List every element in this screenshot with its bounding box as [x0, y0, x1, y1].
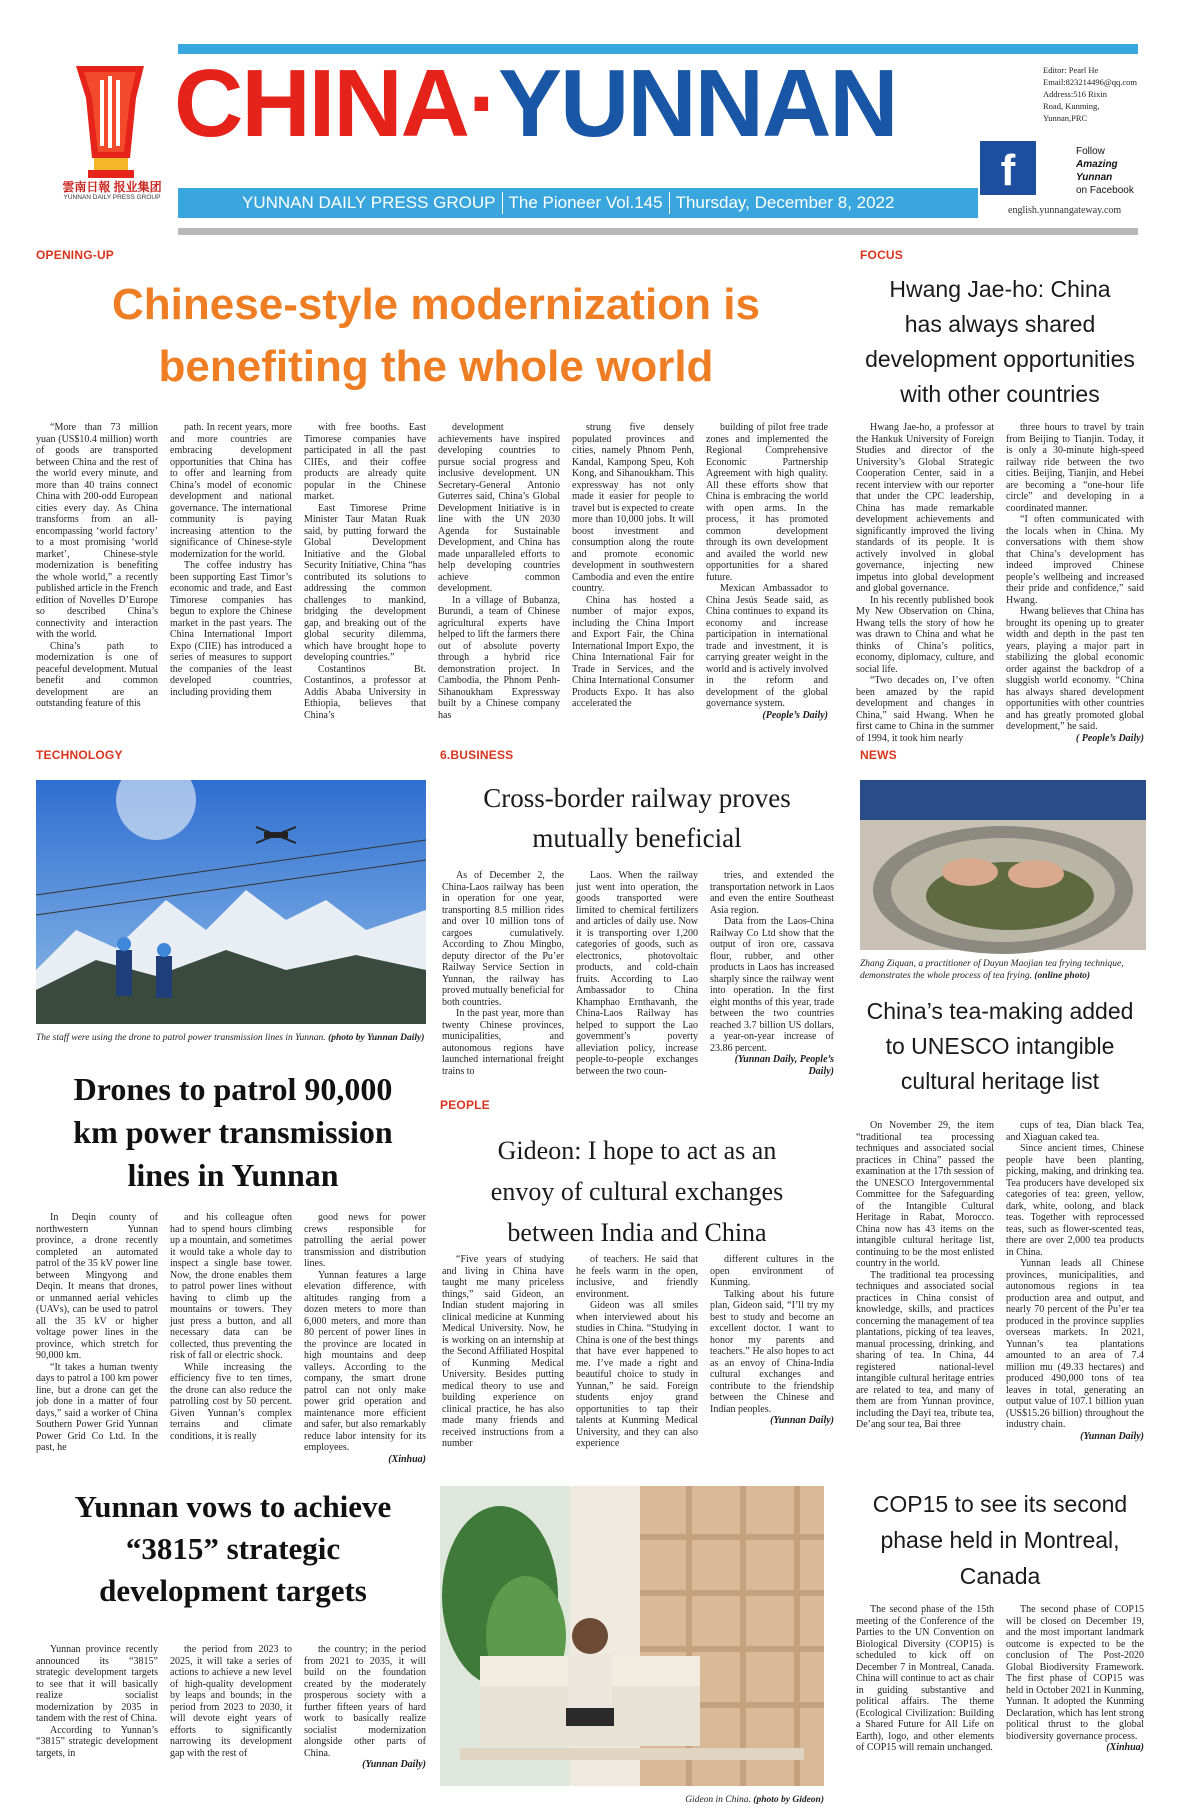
gideon-caption-credit: (photo by Gideon) — [753, 1795, 824, 1805]
issue-date: Thursday, December 8, 2022 — [675, 193, 895, 212]
lead-column-3 — [304, 422, 426, 732]
focus-headline — [852, 272, 1148, 412]
cop15-headline-line-3: Canada — [959, 1563, 1041, 1589]
drones-column-1 — [36, 1212, 158, 1472]
section-label-people: PEOPLE — [440, 1098, 490, 1112]
editor-name: Editor: Pearl He — [1043, 65, 1099, 75]
gideon-paragraph: Talking about his future plan, Gideon said, “I’ll try my best to study and become an excellent doctor. I want to honor my parents and teachers.” He also hopes to act as an envoy of China-India cultural exchanges and contribute to the friendship between the Chinese and Indian peoples. — [710, 1288, 834, 1415]
lead-column-6 — [706, 422, 828, 732]
tea-column-2 — [1006, 1120, 1144, 1472]
tea-caption-text: Zhang Ziquan, a practitioner of Duyun Maojian tea frying technique, demonstrates the whole process of tea frying. — [860, 959, 1124, 981]
gideon-column-1 — [442, 1254, 564, 1464]
lead-headline-line-1: Chinese-style modernization is — [112, 280, 760, 329]
railway-column-3 — [710, 870, 834, 1080]
editor-address-1: Address:516 Rixin — [1043, 89, 1107, 99]
vows-paragraph: Yunnan province recently announced its “3815” strategic development targets to see that it will basically realize socialist modernization by 2035 in tandem with the rest of China. — [36, 1644, 158, 1724]
focus-paragraph: “Two decades on, I’ve often been amazed by the rapid development and changes in China,” said Hwang. When he first came to China in the summer of 1994, it took him nearly — [856, 675, 994, 744]
drones-paragraph: In Deqin county of northwestern Yunnan province, a drone recently completed an automated patrol of the 35 kV power line between Mingyong and Deqin. It means that drones, or unmanned aerial vehicles (UAVs), can be used to patrol all the 35 kV or higher voltage power lines in the province, which stretch for 90,000 km. — [36, 1212, 158, 1361]
follow-amazing: Amazing — [1076, 159, 1118, 170]
lead-paragraph: East Timorese Prime Minister Taur Matan Ruak said, by putting forward the Global Development Initiative and the Global Security Initiative, China “has contributed its solutions to addressing the common challenges to mankind, bridging the development gap, and breaking out of the global security dilemma, which have brought hope to developing countries.” — [304, 502, 426, 663]
focus-paragraph: Hwang Jae-ho, a professor at the Hankuk University of Foreign Studies and director of the University’s Global Strategic Cooperation Center, said in a recent interview with our reporter that under the CPC leadership, China has made remarkable development achievements and significantly improved the living standards of its people. It is actively involved in global governance, injecting new impetus into global development and global governance. — [856, 422, 994, 594]
vows-paragraph: the period from 2023 to 2025, it will take a series of actions to achieve a new level of high-quality development by leaps and bounds; in the period from 2023 to 2030, it will devote eight years of efforts to significantly narrowing its development gap with the rest of — [170, 1644, 292, 1759]
railway-paragraph: Data from the Laos-China Railway Co Ltd show that the output of iron ore, cassava flour, rubber, and other products in Laos has increased sharply since the railway went into operation. In the first eight months of this year, trade between the two countries reached 3.7 billion US dollars, a year-on-year increase of 23.86 percent. — [710, 916, 835, 1054]
lead-paragraph: with free booths. East Timorese companies have participated in all the past CIIEs, and their coffee products are already quite popular in the Chinese market. — [304, 422, 426, 502]
railway-paragraph: tries, and extended the transportation network in Laos and even the entire Southeast Asia region. — [710, 870, 834, 916]
drones-headline-line-3: lines in Yunnan — [127, 1157, 339, 1193]
drones-headline — [36, 1068, 430, 1197]
section-label-opening-up: OPENING-UP — [36, 248, 115, 262]
lead-column-2 — [170, 422, 292, 732]
lead-column-4 — [438, 422, 560, 732]
vows-headline — [36, 1486, 430, 1612]
facebook-icon[interactable]: f — [980, 141, 1036, 195]
railway-headline-line-1: Cross-border railway proves — [483, 783, 791, 813]
lead-credit: (People’s Daily) — [762, 709, 828, 721]
focus-column-1 — [856, 422, 994, 744]
railway-headline-line-2: mutually beneficial — [532, 823, 742, 853]
editor-address-3: Yunnan,PRC — [1043, 113, 1088, 123]
follow-label: Follow — [1076, 146, 1105, 157]
lead-column-5 — [572, 422, 694, 732]
tea-column-1 — [856, 1120, 994, 1472]
masthead-title-dot: · — [467, 50, 498, 157]
gideon-credit: (Yunnan Daily) — [770, 1415, 834, 1426]
tea-headline-line-2: to UNESCO intangible — [885, 1033, 1115, 1059]
drones-column-3 — [304, 1212, 426, 1472]
gideon-caption-text: Gideon in China. — [685, 1795, 751, 1805]
lead-paragraph: path. In recent years, more and more countries are embracing development opportunities that China has to offer and learning from China’s model of economic development and national governance. The international community is paying increasing attention to the significance of Chinese-style modernization for the world. — [170, 422, 292, 560]
drones-paragraph: and his colleague often had to spend hours climbing up a mountain, and sometimes it would take a whole day to inspect a single base tower. Now, the drone enables them to patrol power lines without having to climb up the mountains or towers. They just press a button, and all necessary data can be collected, thus preventing the risk of fall or electric shock. — [170, 1212, 292, 1361]
section-label-technology: TECHNOLOGY — [36, 748, 123, 762]
railway-credit: (Yunnan Daily, People’s Daily) — [734, 1054, 834, 1077]
railway-paragraph: As of December 2, the China-Laos railway has been in operation for one year, transporting 8.5 million rides and over 10 million tons of cargoes cumulatively. According to Zhou Mingbo, deputy director of the Pu’er Railway Service Section in Yunnan, the railway has proved mutually beneficial for both countries. — [442, 870, 564, 1008]
focus-paragraph: Hwang believes that China has brought its opening up to greater width and depth in the past ten years, playing a major part in stabilizing the global economic order against the backdrop of a sluggish world economy. “China has always shared development opportunities with other countries and has greatly promoted global development,” he said. — [1006, 606, 1144, 732]
lead-paragraph: Costantinos Bt. Costantinos, a professor at Addis Ababa University in Ethiopia, believes that China’s — [304, 663, 426, 721]
masthead-title-china: CHINA — [174, 50, 468, 157]
logo-english-text: YUNNAN DAILY PRESS GROUP — [63, 194, 161, 201]
pioneer-volume: The Pioneer Vol.145 — [508, 193, 663, 212]
vows-headline-line-2: “3815” strategic — [125, 1531, 341, 1566]
lead-paragraph: China’s path to modernization is one of peaceful development. Mutual benefit and common development are an outstanding feature of this — [36, 640, 158, 709]
railway-paragraph: Laos. When the railway just went into operation, the goods transported were limited to chemical fertilizers and articles of daily use. Now it is transporting over 1,200 categories of goods, such as electronics, photovoltaic products, and cold-chain fruits. According to Lao Ambassador to China Khamphao Ernthavanh, the China-Laos Railway has helped to support the Lao government’s poverty alleviation policy, increase people-to-people exchanges between the two coun- — [576, 870, 698, 1077]
vows-column-3 — [304, 1644, 426, 1794]
gideon-paragraph: different cultures in the open environment of Kunming. — [710, 1254, 834, 1288]
tea-paragraph: Yunnan leads all Chinese provinces, municipalities, and autonomous regions in tea production area and output, and nearly 70 percent of the Pu’er tea produced in the province supplies overseas markets. In 2021, Yunnan’s tea plantations amounted to an area of 7.4 million mu (49.33 hectares) and produced 490,000 tons of tea leaves in total, generating an output value of 107.1 billion yuan (US$15.26 billion) throughout the industry chain. — [1006, 1258, 1144, 1430]
press-group-name: YUNNAN DAILY PRESS GROUP — [242, 193, 496, 212]
focus-headline-line-1: Hwang Jae-ho: China — [889, 276, 1111, 302]
follow-on-facebook: on Facebook — [1076, 185, 1134, 196]
lead-headline — [36, 274, 836, 398]
section-label-business: 6.BUSINESS — [440, 748, 514, 762]
vows-headline-line-3: development targets — [99, 1573, 367, 1608]
focus-headline-line-4: with other countries — [900, 381, 1100, 407]
gideon-headline-line-2: envoy of cultural exchanges — [490, 1177, 784, 1206]
masthead-title — [174, 50, 897, 157]
editor-address-2: Road, Kunming, — [1043, 101, 1100, 111]
cop15-column-2 — [1006, 1604, 1144, 1804]
tea-credit: (Yunnan Daily) — [1080, 1430, 1144, 1442]
logo-chinese-text: 雲南日報 报业集团 — [62, 180, 162, 194]
vows-paragraph: the country; in the period from 2021 to 2035, it will build on the foundation created by the moderately prosperous society with a further fifteen years of hard work to basically realize socialist modernization alongside other parts of China. — [304, 1644, 426, 1759]
tea-paragraph: cups of tea, Dian black Tea, and Xiaguan caked tea. — [1006, 1120, 1144, 1143]
railway-headline — [440, 778, 834, 858]
drone-photo — [36, 780, 426, 1024]
cop15-paragraph: The second phase of the 15th meeting of the Conference of the Parties to the UN Convention on Biological Diversity (COP15) is scheduled to kick off on December 7 in Montreal, Canada. China will continue to act as chair in guiding substantive and political affairs. The theme (Ecological Civilization: Building a Shared Future for All Life on Earth), logo, and other elements of COP15 will remain unchanged. — [856, 1604, 994, 1753]
drones-column-2 — [170, 1212, 292, 1472]
lead-paragraph: building of pilot free trade zones and implemented the Regional Comprehensive Economic Partnership Agreement with high quality. All these efforts show that China is embracing the world with open arms. In the process, it has promoted common development through its own development and availed the world new opportunities for a shared future. — [706, 422, 828, 583]
gideon-headline-line-1: Gideon: I hope to act as an — [497, 1136, 777, 1165]
lead-paragraph: development achievements have inspired developing countries to pursue social progress and inclusive development. UN Secretary-General Antonio Guterres said, China’s Global Development Initiative is in line with the UN 2030 Agenda for Sustainable Development, and China has made unparalleled efforts to help developing countries achieve common development. — [438, 422, 560, 594]
gideon-column-3 — [710, 1254, 834, 1464]
focus-paragraph: “I often communicated with the locals when in China. My conversations with them show that China’s development has indeed improved Chinese people’s wellbeing and increased their pride and confidence,” said Hwang. — [1006, 514, 1144, 606]
drones-paragraph: good news for power crews responsible for patrolling the aerial power transmission and distribution lines. — [304, 1212, 426, 1269]
editor-email: Email:823214496@qq.com — [1043, 77, 1137, 87]
tea-headline-line-1: China’s tea-making added — [866, 998, 1134, 1024]
cop15-column-1 — [856, 1604, 994, 1804]
vows-headline-line-1: Yunnan vows to achieve — [74, 1489, 392, 1524]
gideon-paragraph: of teachers. He said that he feels warm in the open, inclusive, and friendly environment. — [576, 1254, 698, 1300]
follow-yunnan: Yunnan — [1076, 172, 1113, 183]
gideon-column-2 — [576, 1254, 698, 1464]
focus-headline-line-3: development opportunities — [865, 346, 1135, 372]
lead-paragraph: “More than 73 million yuan (US$10.4 million) worth of goods are transported between China and the rest of the world every minute, and more than 40 trains connect China with 200-odd European cities every day. As China transforms from an all-encompassing ‘world factory’ to a most promising ‘world market’, Chinese-style modernization is benefiting the whole world,” a recently published article in the French edition of Novelles D’Europe so described China’s connectivity and interaction with the world. — [36, 422, 158, 640]
tea-paragraph: The traditional tea processing techniques and associated social practices in China consist of knowledge, skills, and practices concerning the management of tea plantations, picking of tea leaves, manual processing, drinking, and sharing of tea. In China, 44 registered national-level intangible cultural heritage entries are related to tea, and many of them are from Yunnan province, including the Dayi tea, tribute tea, De’ang sour tea, Bai three — [856, 1269, 994, 1430]
lead-headline-line-2: benefiting the whole world — [158, 342, 714, 391]
focus-credit: ( People’s Daily) — [1075, 732, 1144, 744]
focus-column-2 — [1006, 422, 1144, 744]
masthead-title-yunnan: YUNNAN — [497, 50, 897, 157]
section-label-news: NEWS — [860, 748, 897, 762]
drone-caption-credit: (photo by Yunnan Daily) — [328, 1033, 425, 1043]
gideon-photo-caption — [440, 1794, 824, 1806]
vows-column-2 — [170, 1644, 292, 1794]
tea-headline — [852, 994, 1148, 1099]
drone-photo-caption — [36, 1032, 430, 1044]
focus-headline-line-2: has always shared — [904, 311, 1096, 337]
cop15-headline-line-1: COP15 to see its second — [872, 1491, 1128, 1517]
cop15-credit: (Xinhua) — [1106, 1742, 1144, 1753]
drones-paragraph: “It takes a human twenty days to patrol a 100 km power line, but a drone can get the job done in a matter of four days,” said a worker of China Southern Power Grid Yunnan Power Grid Co Ltd. In the past, he — [36, 1361, 158, 1453]
railway-paragraph: In the past year, more than twenty Chinese provinces, municipalities, and autonomous regions have launched international freight trains to — [442, 1008, 564, 1077]
website-url[interactable]: english.yunnangateway.com — [1008, 205, 1122, 216]
vows-paragraph: According to Yunnan’s “3815” strategic development targets, in — [36, 1724, 158, 1759]
lead-paragraph: strung five densely populated provinces and cities, namely Phnom Penh, Kandal, Kampong Speu, Koh Kong, and Sihanoukham. This expressway has not only made it easier for people to travel but is expected to create more than 10,000 jobs. It will boost investment and consumption along the route and promote economic development in southwestern Cambodia and even the entire country. — [572, 422, 694, 594]
editor-info — [1043, 64, 1163, 124]
gideon-paragraph: “Five years of studying and living in China have taught me many priceless things,” said Gideon, an Indian student majoring in clinical medicine at Kunming Medical University. Now, he is working on an internship at the Second Affiliated Hospital of Kunming Medical University. Besides putting medical theory to use and building experience on clinical practice, he has also made many friends and received instructions from a number — [442, 1254, 564, 1449]
masthead-subbar — [178, 188, 978, 218]
section-label-focus: FOCUS — [860, 248, 903, 262]
focus-paragraph: three hours to travel by train from Beijing to Tianjin. Today, it is only a 30-minute high-speed railway ride between the two cities. Beijing, Tianjin, and Hebei are becoming a “one-hour life circle” and developing in a coordinated manner. — [1006, 422, 1144, 514]
facebook-follow[interactable] — [1076, 145, 1134, 197]
tea-headline-line-3: cultural heritage list — [900, 1068, 1100, 1094]
tea-photo — [860, 780, 1146, 950]
tea-paragraph: On November 29, the item “traditional tea processing techniques and associated social practices in China” passed the examination at the 17th session of the UNESCO Intergovernmental Committee for the Safeguarding of the Intangible Cultural Heritage in Rabat, Morocco. China now has 43 items on the intangible cultural heritage list, continuing to be the most enlisted country in the world. — [856, 1120, 994, 1269]
vows-credit: (Yunnan Daily) — [362, 1759, 426, 1770]
drones-credit: (Xinhua) — [388, 1453, 426, 1465]
drones-paragraph: Yunnan features a large elevation difference, with altitudes ranging from a dozen meters to more than 6,000 meters, and more than 80 percent of power lines in the province are located in high mountains and deep valleys. According to the company, the smart drone patrol can not only make power grid operation and maintenance more efficient and safer, but also remarkably reduce labor intensity for its employees. — [304, 1269, 426, 1453]
lead-paragraph: In a village of Bubanza, Burundi, a team of Chinese agricultural experts have helped to lift the farmers there out of absolute poverty through a hybrid rice demonstration project. In Cambodia, the Phnom Penh-Sihanoukham Expressway built by a Chinese company has — [438, 594, 560, 721]
masthead-bottom-rule — [178, 228, 1138, 235]
vows-column-1 — [36, 1644, 158, 1794]
tea-caption-credit: (online photo) — [1034, 971, 1091, 981]
drones-headline-line-1: Drones to patrol 90,000 — [73, 1071, 393, 1107]
drones-headline-line-2: km power transmission — [73, 1114, 393, 1150]
railway-column-2 — [576, 870, 698, 1080]
cop15-headline — [852, 1486, 1148, 1594]
lead-paragraph: China has hosted a number of major expos, including the China Import and Export Fair, the China International Import Expo, the China International Fair for Trade in Services, and the China International Consumer Products Expo. It has also accelerated the — [572, 594, 694, 709]
cop15-headline-line-2: phase held in Montreal, — [880, 1527, 1120, 1553]
cop15-paragraph: The second phase of COP15 will be closed on December 19, and the most important landmark outcome is expected to be the conclusion of The Post-2020 Global Biodiversity Framework. The first phase of COP15 was held in October 2021 in Kunming, Yunnan. It adopted the Kunming Declaration, which has lent strong political thrust to the global biodiversity governance process. — [1006, 1604, 1144, 1742]
lead-paragraph: Mexican Ambassador to China Jesús Seade said, as China continues to expand its economy and increase participation in international trade and investment, it is carrying greater weight in the world and is actively involved in the reform and development of the global governance system. — [706, 583, 828, 709]
gideon-paragraph: Gideon was all smiles when interviewed about his studies in China. “Studying in China is one of the best things that have ever happened to me. I’ve made a right and beautiful choice to study in Yunnan,” he said. Foreign students enjoy grand opportunities to tap their talents at Kunming Medical University, and they can also experience — [576, 1300, 698, 1449]
drones-paragraph: While increasing the efficiency five to ten times, the drone can also reduce the patrolling cost by 50 percent. Given Yunnan’s complex terrains and climate conditions, it is really — [170, 1361, 292, 1442]
gideon-headline-line-3: between India and China — [507, 1218, 767, 1247]
drone-caption-text: The staff were using the drone to patrol power transmission lines in Yunnan. — [36, 1033, 326, 1043]
railway-column-1 — [442, 870, 564, 1080]
lead-paragraph: The coffee industry has been supporting East Timor’s economic and trade, and East Timorese companies has begun to explore the Chinese market in the past years. The China International Import Expo (CIIE) has introduced a series of measures to support the companies of the least developed countries, including providing them — [170, 560, 292, 698]
lead-column-1 — [36, 422, 158, 732]
tea-paragraph: Since ancient times, Chinese people have been planting, picking, making, and drinking tea. Tea producers have developed six categories of tea: green, yellow, dark, white, oolong, and black teas. Together with reprocessed teas, such as flower-scented teas, there are over 2,000 tea products in China. — [1006, 1143, 1144, 1258]
gideon-photo — [440, 1486, 824, 1786]
tea-photo-caption — [860, 958, 1150, 982]
gideon-headline — [440, 1130, 834, 1253]
focus-paragraph: In his recently published book My New Observation on China, Hwang tells the story of how he was drawn to China and what he thinks of China’s politics, economy, diplomacy, culture, and social life. — [856, 594, 994, 675]
